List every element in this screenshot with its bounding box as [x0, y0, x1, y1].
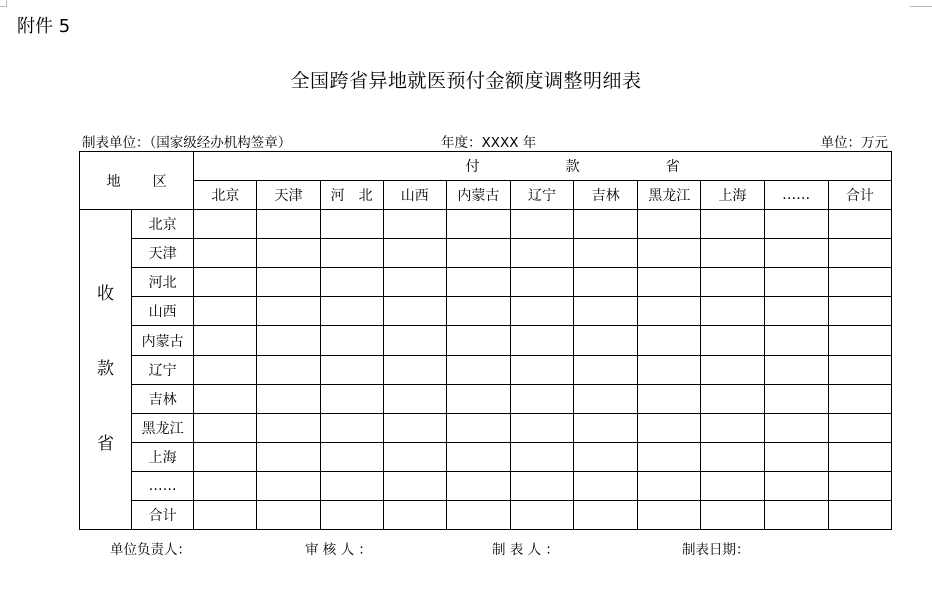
amount-cell[interactable] [510, 355, 573, 384]
amount-cell[interactable] [320, 413, 383, 442]
amount-cell[interactable] [510, 326, 573, 355]
amount-cell[interactable] [194, 413, 257, 442]
amount-cell[interactable] [510, 384, 573, 413]
amount-cell[interactable] [257, 268, 320, 297]
row-label: 黑龙江 [132, 413, 194, 442]
amount-cell[interactable] [194, 501, 257, 530]
amount-cell[interactable] [638, 471, 701, 500]
amount-cell[interactable] [701, 442, 764, 471]
year-label: 年度：XXXX 年 [441, 135, 537, 151]
table-row [80, 297, 892, 326]
row-label: 辽宁 [132, 355, 194, 384]
amount-cell[interactable] [320, 210, 383, 239]
row-label: 吉林 [132, 384, 194, 413]
page-corner-mark-right [910, 6, 932, 17]
amount-cell[interactable] [764, 210, 828, 239]
receiver-header-char: 省 [97, 434, 115, 455]
amount-cell[interactable] [701, 355, 764, 384]
amount-cell[interactable] [701, 326, 764, 355]
amount-cell[interactable] [257, 471, 320, 500]
amount-cell[interactable] [574, 442, 638, 471]
amount-cell[interactable] [764, 297, 828, 326]
amount-cell[interactable] [764, 501, 828, 530]
amount-cell[interactable] [194, 297, 257, 326]
receiver-header-char: 款 [97, 359, 115, 380]
amount-cell[interactable] [446, 297, 510, 326]
amount-cell[interactable] [320, 501, 383, 530]
amount-cell[interactable] [383, 442, 446, 471]
table-row [80, 210, 892, 239]
amount-cell[interactable] [257, 355, 320, 384]
amount-cell[interactable] [574, 297, 638, 326]
amount-cell[interactable] [574, 268, 638, 297]
table-row [80, 355, 892, 384]
amount-cell[interactable] [383, 326, 446, 355]
adjustment-table [79, 151, 892, 530]
row-label: 山西 [132, 297, 194, 326]
amount-cell[interactable] [320, 384, 383, 413]
unit-label: 单位：万元 [820, 135, 888, 151]
amount-cell[interactable] [383, 210, 446, 239]
amount-cell[interactable] [638, 239, 701, 268]
reviewer-label: 审 核 人 ： [305, 542, 372, 558]
row-label: 内蒙古 [132, 326, 194, 355]
amount-cell[interactable] [194, 384, 257, 413]
amount-cell[interactable] [701, 268, 764, 297]
receiver-header-char: 收 [97, 284, 115, 305]
amount-cell[interactable] [764, 355, 828, 384]
amount-cell[interactable] [828, 268, 891, 297]
amount-cell[interactable] [194, 210, 257, 239]
amount-cell[interactable] [320, 297, 383, 326]
payer-column-header: 辽宁 [510, 181, 573, 210]
amount-cell[interactable] [510, 413, 573, 442]
table-row [80, 442, 892, 471]
amount-cell[interactable] [701, 471, 764, 500]
row-label: 天津 [132, 239, 194, 268]
amount-cell[interactable] [701, 501, 764, 530]
amount-cell[interactable] [638, 210, 701, 239]
amount-cell[interactable] [257, 501, 320, 530]
amount-cell[interactable] [446, 355, 510, 384]
amount-cell[interactable] [828, 210, 891, 239]
row-label: 上海 [132, 442, 194, 471]
amount-cell[interactable] [701, 384, 764, 413]
attachment-label: 附件 5 [17, 16, 71, 37]
table-row [80, 413, 892, 442]
amount-cell[interactable] [194, 442, 257, 471]
amount-cell[interactable] [638, 268, 701, 297]
payer-column-header: 合计 [828, 181, 891, 210]
payer-column-header: 吉林 [574, 181, 638, 210]
page-corner-mark-left [0, 0, 7, 7]
amount-cell[interactable] [320, 471, 383, 500]
amount-cell[interactable] [446, 239, 510, 268]
date-label: 制表日期： [682, 542, 750, 558]
amount-cell[interactable] [257, 442, 320, 471]
amount-cell[interactable] [257, 326, 320, 355]
amount-cell[interactable] [510, 442, 573, 471]
responsible-label: 单位负责人： [110, 542, 191, 558]
amount-cell[interactable] [446, 413, 510, 442]
amount-cell[interactable] [828, 239, 891, 268]
amount-cell[interactable] [383, 413, 446, 442]
table-row [80, 384, 892, 413]
amount-cell[interactable] [446, 384, 510, 413]
amount-cell[interactable] [320, 442, 383, 471]
payer-column-header: …… [764, 181, 828, 210]
amount-cell[interactable] [383, 239, 446, 268]
amount-cell[interactable] [446, 501, 510, 530]
row-label: 河北 [132, 268, 194, 297]
amount-cell[interactable] [828, 355, 891, 384]
payer-column-header: 北京 [194, 181, 257, 210]
amount-cell[interactable] [257, 239, 320, 268]
amount-cell[interactable] [701, 210, 764, 239]
amount-cell[interactable] [828, 384, 891, 413]
amount-cell[interactable] [257, 384, 320, 413]
amount-cell[interactable] [638, 326, 701, 355]
amount-cell[interactable] [828, 326, 891, 355]
amount-cell[interactable] [510, 471, 573, 500]
amount-cell[interactable] [701, 297, 764, 326]
amount-cell[interactable] [574, 355, 638, 384]
payer-province-header: 付 款 省 [194, 152, 892, 181]
amount-cell[interactable] [764, 239, 828, 268]
amount-cell[interactable] [257, 413, 320, 442]
table-row [80, 239, 892, 268]
amount-cell[interactable] [446, 210, 510, 239]
issuer-label: 制表单位：（国家级经办机构签章） [82, 135, 292, 151]
row-label: 合计 [132, 501, 194, 530]
payer-column-header: 上海 [701, 181, 764, 210]
payer-column-header: 内蒙古 [446, 181, 510, 210]
table-row [80, 471, 892, 500]
amount-cell[interactable] [383, 384, 446, 413]
row-label: 北京 [132, 210, 194, 239]
row-label: …… [132, 471, 194, 500]
payer-column-header: 山西 [383, 181, 446, 210]
amount-cell[interactable] [574, 239, 638, 268]
payer-column-header: 河 北 [320, 181, 383, 210]
amount-cell[interactable] [194, 355, 257, 384]
amount-cell[interactable] [446, 326, 510, 355]
payer-column-header: 天津 [257, 181, 320, 210]
amount-cell[interactable] [194, 268, 257, 297]
amount-cell[interactable] [638, 413, 701, 442]
amount-cell[interactable] [257, 210, 320, 239]
amount-cell[interactable] [510, 210, 573, 239]
amount-cell[interactable] [638, 384, 701, 413]
amount-cell[interactable] [320, 239, 383, 268]
table-row [80, 268, 892, 297]
region-header: 地 区 [80, 152, 194, 210]
amount-cell[interactable] [828, 413, 891, 442]
receiver-province-header [80, 210, 132, 530]
amount-cell[interactable] [194, 326, 257, 355]
amount-cell[interactable] [574, 384, 638, 413]
amount-cell[interactable] [194, 471, 257, 500]
amount-cell[interactable] [194, 239, 257, 268]
amount-cell[interactable] [510, 239, 573, 268]
amount-cell[interactable] [638, 297, 701, 326]
amount-cell[interactable] [828, 297, 891, 326]
amount-cell[interactable] [510, 501, 573, 530]
amount-cell[interactable] [446, 471, 510, 500]
amount-cell[interactable] [764, 326, 828, 355]
table-row [80, 501, 892, 530]
preparer-label: 制 表 人 ： [492, 542, 559, 558]
amount-cell[interactable] [383, 471, 446, 500]
amount-cell[interactable] [320, 268, 383, 297]
table-row [80, 326, 892, 355]
amount-cell[interactable] [383, 355, 446, 384]
amount-cell[interactable] [764, 413, 828, 442]
amount-cell[interactable] [828, 442, 891, 471]
amount-cell[interactable] [764, 268, 828, 297]
amount-cell[interactable] [701, 413, 764, 442]
amount-cell[interactable] [828, 501, 891, 530]
amount-cell[interactable] [446, 442, 510, 471]
amount-cell[interactable] [764, 384, 828, 413]
amount-cell[interactable] [574, 326, 638, 355]
amount-cell[interactable] [383, 268, 446, 297]
amount-cell[interactable] [574, 501, 638, 530]
amount-cell[interactable] [446, 268, 510, 297]
amount-cell[interactable] [320, 355, 383, 384]
amount-cell[interactable] [574, 210, 638, 239]
amount-cell[interactable] [320, 326, 383, 355]
amount-cell[interactable] [510, 268, 573, 297]
amount-cell[interactable] [638, 355, 701, 384]
amount-cell[interactable] [764, 471, 828, 500]
amount-cell[interactable] [383, 501, 446, 530]
amount-cell[interactable] [638, 442, 701, 471]
amount-cell[interactable] [510, 297, 573, 326]
payer-column-header: 黑龙江 [638, 181, 701, 210]
amount-cell[interactable] [764, 442, 828, 471]
amount-cell[interactable] [701, 239, 764, 268]
amount-cell[interactable] [257, 297, 320, 326]
amount-cell[interactable] [574, 413, 638, 442]
amount-cell[interactable] [828, 471, 891, 500]
amount-cell[interactable] [383, 297, 446, 326]
document-title: 全国跨省异地就医预付金额度调整明细表 [290, 70, 642, 92]
amount-cell[interactable] [638, 501, 701, 530]
amount-cell[interactable] [574, 471, 638, 500]
